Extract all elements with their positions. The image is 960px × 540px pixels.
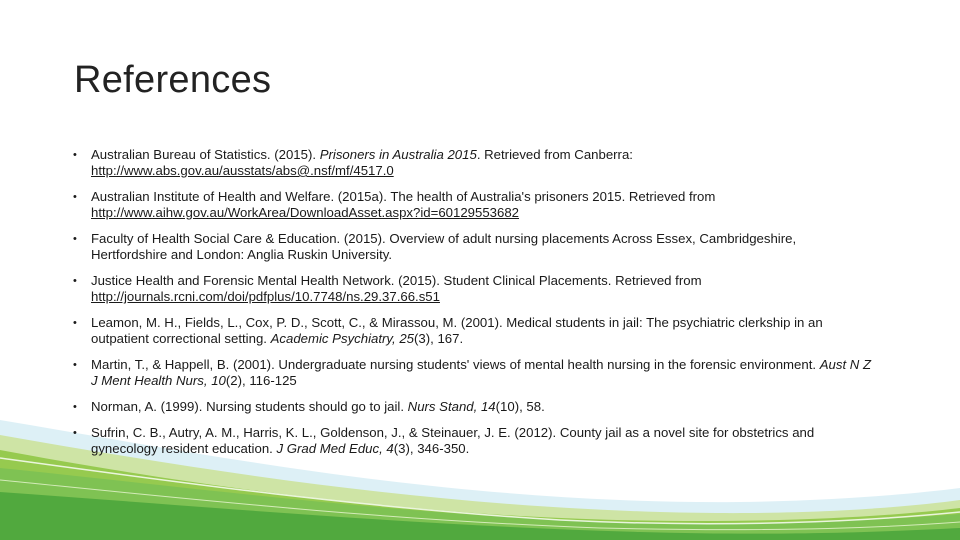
reference-item: [72, 189, 872, 221]
reference-list: [72, 147, 872, 457]
reference-text: Australian Bureau of Statistics. (2015).: [91, 147, 320, 162]
bullet-icon: •: [73, 427, 77, 439]
reference-journal: J Grad Med Educ, 4: [276, 441, 394, 456]
reference-title: Prisoners in Australia 2015: [319, 147, 477, 162]
reference-journal: Academic Psychiatry, 25: [270, 331, 415, 346]
bullet-icon: •: [73, 401, 77, 413]
reference-text-post: (3), 346-350.: [393, 441, 470, 456]
reference-text: Australian Institute of Health and Welfare. (2015a). The health of Australia's prisoners 2015. Retrieved from: [91, 189, 716, 204]
bullet-icon: •: [73, 233, 77, 245]
reference-link[interactable]: http://journals.rcni.com/doi/pdfplus/10.7748/ns.29.37.66.s51: [91, 289, 440, 304]
reference-link[interactable]: http://www.abs.gov.au/ausstats/abs@.nsf/mf/4517.0: [91, 163, 394, 178]
reference-link[interactable]: http://www.aihw.gov.au/WorkArea/DownloadAsset.aspx?id=60129553682: [91, 205, 520, 220]
bullet-icon: •: [73, 317, 77, 329]
reference-text-post: . Retrieved from Canberra:: [476, 147, 633, 162]
reference-text-post: (2), 116-125: [225, 373, 297, 388]
reference-item: [72, 147, 872, 179]
reference-item: [72, 357, 872, 389]
reference-text-post: (10), 58.: [495, 399, 545, 414]
reference-item: [72, 231, 872, 263]
bullet-icon: •: [73, 191, 77, 203]
reference-text: Faculty of Health Social Care & Education. (2015). Overview of adult nursing placements Across Essex, Cambridgeshire, Hertfordshire and London: Anglia Ruskin University.: [91, 231, 797, 262]
reference-text-post: (3), 167.: [414, 331, 464, 346]
reference-item: [72, 399, 872, 415]
reference-text: Norman, A. (1999). Nursing students should go to jail.: [91, 399, 408, 414]
slide-title: References: [74, 59, 272, 101]
reference-text: Leamon, M. H., Fields, L., Cox, P. D., Scott, C., & Mirassou, M. (2001). Medical students in jail: The psychiatric clerkship in an outpatient correctional setting.: [91, 315, 823, 346]
reference-text: Martin, T., & Happell, B. (2001). Undergraduate nursing students' views of mental health nursing in the forensic environment.: [91, 357, 820, 372]
reference-item: [72, 315, 872, 347]
reference-item: [72, 425, 872, 457]
reference-text: Justice Health and Forensic Mental Health Network. (2015). Student Clinical Placements. Retrieved from: [91, 273, 702, 288]
bullet-icon: •: [73, 359, 77, 371]
bullet-icon: •: [73, 149, 77, 161]
reference-journal: Nurs Stand, 14: [407, 399, 496, 414]
bullet-icon: •: [73, 275, 77, 287]
reference-item: [72, 273, 872, 305]
reference-journal: Aust N Z J Ment Health Nurs, 10: [91, 357, 872, 388]
reference-text: Sufrin, C. B., Autry, A. M., Harris, K. L., Goldenson, J., & Steinauer, J. E. (2012). County jail as a novel site for obstetrics and gynecology resident education.: [91, 425, 815, 456]
